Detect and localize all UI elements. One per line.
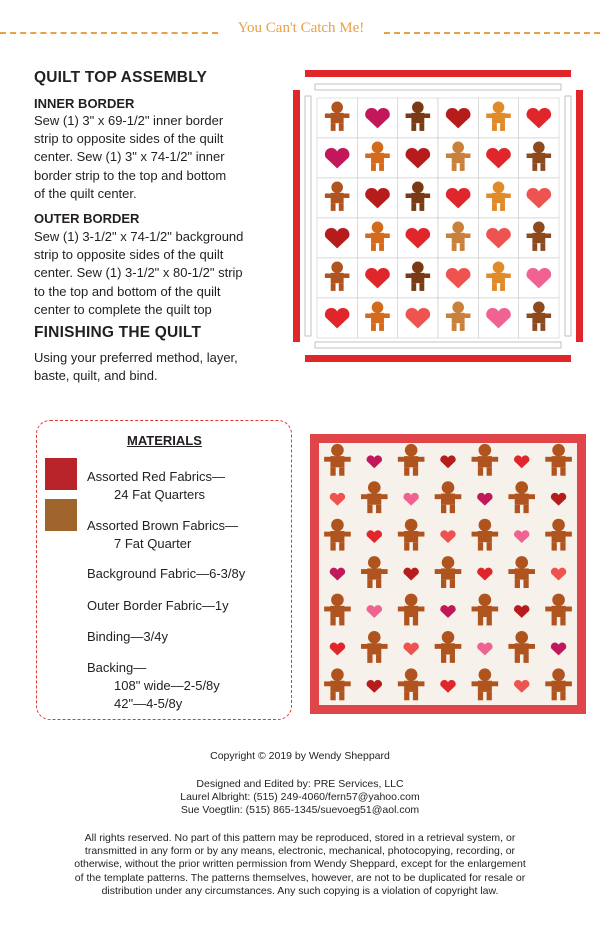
text-line: of the quilt center. xyxy=(34,185,137,201)
gingerbread-leg xyxy=(460,323,465,331)
gingerbread-head xyxy=(479,594,492,607)
page-header xyxy=(0,18,600,48)
material-line: Binding—3/4y xyxy=(87,629,168,644)
gingerbread-leg xyxy=(339,692,344,700)
gingerbread-head xyxy=(479,519,492,532)
gingerbread-arms xyxy=(406,273,431,278)
gingerbread-arms xyxy=(486,113,511,118)
gingerbread-leg xyxy=(413,467,418,475)
gingerbread-leg xyxy=(450,580,455,588)
outer-border-strip-top xyxy=(305,70,571,77)
gingerbread-leg xyxy=(339,467,344,475)
materials-box xyxy=(36,420,292,720)
text-line: center. Sew (1) 3" x 74-1/2" inner xyxy=(34,149,225,165)
gingerbread-leg xyxy=(500,123,505,131)
gingerbread-head xyxy=(552,594,565,607)
rights-line: of the template patterns. The patterns themselves, however, are not to be duplicated for resale or xyxy=(74,871,526,884)
gingerbread-leg xyxy=(478,542,483,550)
page-header-title: You Can't Catch Me! xyxy=(237,20,365,36)
text-line: center to complete the quilt top xyxy=(34,301,212,317)
gingerbread-arms xyxy=(365,233,390,238)
inner-border-strip-right xyxy=(565,96,571,336)
gingerbread-arms xyxy=(527,153,552,158)
gingerbread-head xyxy=(372,302,384,314)
gingerbread-leg xyxy=(441,505,446,513)
gingerbread-head xyxy=(405,668,418,681)
gingerbread-leg xyxy=(492,283,497,291)
gingerbread-arms xyxy=(324,681,351,686)
material-line: 42"—4-5/8y xyxy=(114,696,183,711)
gingerbread-leg xyxy=(339,542,344,550)
gingerbread-head xyxy=(515,631,528,644)
gingerbread-leg xyxy=(552,467,557,475)
gingerbread-head xyxy=(405,594,418,607)
gingerbread-leg xyxy=(339,123,344,131)
gingerbread-leg xyxy=(560,542,565,550)
gingerbread-leg xyxy=(411,283,416,291)
gingerbread-leg xyxy=(404,467,409,475)
header-dash-left xyxy=(0,32,218,34)
gingerbread-leg xyxy=(404,692,409,700)
gingerbread-leg xyxy=(441,580,446,588)
material-item-outer-border xyxy=(87,597,229,615)
gingerbread-head xyxy=(533,142,545,154)
gingerbread-arms xyxy=(446,313,471,318)
gingerbread-leg xyxy=(367,654,372,662)
gingerbread-leg xyxy=(331,283,336,291)
gingerbread-leg xyxy=(523,654,528,662)
gingerbread-arms xyxy=(472,532,499,537)
gingerbread-leg xyxy=(540,163,545,171)
gingerbread-head xyxy=(533,302,545,314)
gingerbread-leg xyxy=(487,617,492,625)
gingerbread-head xyxy=(452,142,464,154)
material-item-background xyxy=(87,565,245,583)
material-item-brown xyxy=(87,517,238,553)
outer-border-strip-left xyxy=(293,90,300,342)
gingerbread-leg xyxy=(376,654,381,662)
gingerbread-arms xyxy=(435,569,462,574)
gingerbread-leg xyxy=(450,654,455,662)
material-line: Outer Border Fabric—1y xyxy=(87,598,229,613)
red-fabric-swatch xyxy=(45,458,77,490)
gingerbread-arms xyxy=(324,457,351,462)
gingerbread-head xyxy=(533,222,545,234)
gingerbread-leg xyxy=(532,243,537,251)
gingerbread-head xyxy=(442,631,455,644)
gingerbread-head xyxy=(515,556,528,569)
outer-border-strip-right xyxy=(576,90,583,342)
gingerbread-arms xyxy=(324,607,351,612)
gingerbread-leg xyxy=(339,283,344,291)
gingerbread-leg xyxy=(330,617,335,625)
material-item-backing xyxy=(87,659,220,713)
gingerbread-arms xyxy=(527,313,552,318)
gingerbread-leg xyxy=(487,542,492,550)
gingerbread-head xyxy=(331,102,343,114)
gingerbread-leg xyxy=(379,163,384,171)
gingerbread-arms xyxy=(472,681,499,686)
brown-fabric-swatch xyxy=(45,499,77,531)
gingerbread-head xyxy=(493,262,505,274)
gingerbread-leg xyxy=(376,580,381,588)
gingerbread-leg xyxy=(413,617,418,625)
gingerbread-arms xyxy=(406,113,431,118)
gingerbread-leg xyxy=(413,692,418,700)
gingerbread-leg xyxy=(515,505,520,513)
quilt-photo xyxy=(310,434,586,714)
gingerbread-leg xyxy=(419,123,424,131)
gingerbread-arms xyxy=(486,193,511,198)
gingerbread-leg xyxy=(379,243,384,251)
outer-border-heading: OUTER BORDER xyxy=(34,211,140,226)
material-line: Assorted Red Fabrics— xyxy=(87,469,225,484)
gingerbread-leg xyxy=(460,243,465,251)
assembly-heading: QUILT TOP ASSEMBLY xyxy=(34,69,207,86)
gingerbread-head xyxy=(331,668,344,681)
gingerbread-arms xyxy=(398,681,425,686)
rights-line: otherwise, without the prior written permission from Wendy Sheppard, except for the enlargement xyxy=(74,858,526,871)
gingerbread-head xyxy=(452,302,464,314)
text-line: baste, quilt, and bind. xyxy=(34,368,158,384)
gingerbread-arms xyxy=(508,569,535,574)
gingerbread-leg xyxy=(331,203,336,211)
inner-border-heading: INNER BORDER xyxy=(34,96,135,111)
gingerbread-head xyxy=(493,182,505,194)
inner-border-text xyxy=(34,112,284,203)
gingerbread-leg xyxy=(411,203,416,211)
gingerbread-leg xyxy=(500,203,505,211)
outer-border-strip-bottom xyxy=(305,355,571,362)
gingerbread-arms xyxy=(508,644,535,649)
gingerbread-arms xyxy=(361,569,388,574)
gingerbread-arms xyxy=(325,113,350,118)
material-line: Assorted Brown Fabrics— xyxy=(87,518,238,533)
gingerbread-leg xyxy=(532,323,537,331)
gingerbread-head xyxy=(412,182,424,194)
gingerbread-head xyxy=(552,519,565,532)
gingerbread-head xyxy=(331,519,344,532)
gingerbread-arms xyxy=(472,607,499,612)
gingerbread-arms xyxy=(435,494,462,499)
gingerbread-arms xyxy=(545,681,572,686)
text-line: strip to opposite sides of the quilt xyxy=(34,131,224,147)
text-line: Sew (1) 3" x 69-1/2" inner border xyxy=(34,113,224,128)
gingerbread-leg xyxy=(379,323,384,331)
rights-notice xyxy=(0,832,600,898)
gingerbread-leg xyxy=(478,692,483,700)
header-dash-right xyxy=(384,32,600,34)
inner-border-strip-left xyxy=(305,96,311,336)
gingerbread-arms xyxy=(398,532,425,537)
finishing-heading: FINISHING THE QUILT xyxy=(34,324,202,341)
gingerbread-head xyxy=(442,481,455,494)
gingerbread-arms xyxy=(486,273,511,278)
gingerbread-arms xyxy=(361,644,388,649)
gingerbread-leg xyxy=(560,617,565,625)
gingerbread-leg xyxy=(339,203,344,211)
gingerbread-leg xyxy=(515,580,520,588)
gingerbread-leg xyxy=(540,243,545,251)
text-line: strip to opposite sides of the quilt xyxy=(34,247,224,263)
gingerbread-head xyxy=(552,668,565,681)
copyright-line: Copyright © 2019 by Wendy Sheppard xyxy=(210,750,390,762)
gingerbread-head xyxy=(412,102,424,114)
gingerbread-leg xyxy=(367,505,372,513)
gingerbread-leg xyxy=(492,123,497,131)
gingerbread-arms xyxy=(527,233,552,238)
gingerbread-leg xyxy=(460,163,465,171)
gingerbread-arms xyxy=(545,532,572,537)
quilt-center-blocks xyxy=(317,98,559,338)
gingerbread-head xyxy=(331,262,343,274)
gingerbread-leg xyxy=(515,654,520,662)
rights-line: All rights reserved. No part of this pattern may be reproduced, stored in a retrieval system, or xyxy=(84,832,516,844)
gingerbread-arms xyxy=(325,273,350,278)
credit-line: Designed and Edited by: PRE Services, LLC xyxy=(196,778,404,790)
gingerbread-head xyxy=(368,556,381,569)
gingerbread-leg xyxy=(419,203,424,211)
gingerbread-leg xyxy=(371,163,376,171)
gingerbread-head xyxy=(368,481,381,494)
gingerbread-leg xyxy=(371,323,376,331)
material-line: Background Fabric—6-3/8y xyxy=(87,566,246,581)
gingerbread-arms xyxy=(446,233,471,238)
gingerbread-leg xyxy=(487,467,492,475)
text-line: center. Sew (1) 3-1/2" x 80-1/2" strip xyxy=(34,265,243,281)
gingerbread-leg xyxy=(371,243,376,251)
gingerbread-head xyxy=(405,444,418,457)
gingerbread-leg xyxy=(540,323,545,331)
material-line: Backing— xyxy=(87,660,147,675)
gingerbread-leg xyxy=(500,283,505,291)
text-line: Sew (1) 3-1/2" x 74-1/2" background xyxy=(34,229,244,244)
gingerbread-head xyxy=(331,444,344,457)
gingerbread-arms xyxy=(508,494,535,499)
outer-border-text xyxy=(34,228,284,319)
gingerbread-arms xyxy=(545,457,572,462)
gingerbread-head xyxy=(479,444,492,457)
gingerbread-head xyxy=(493,102,505,114)
inner-border-strip-bottom xyxy=(315,342,561,348)
quilt-assembly-diagram xyxy=(293,70,583,362)
gingerbread-arms xyxy=(324,532,351,537)
gingerbread-leg xyxy=(339,617,344,625)
text-line: Using your preferred method, layer, xyxy=(34,350,238,365)
gingerbread-leg xyxy=(404,542,409,550)
materials-title: MATERIALS xyxy=(127,433,202,448)
gingerbread-leg xyxy=(478,617,483,625)
gingerbread-leg xyxy=(450,505,455,513)
inner-border-strip-top xyxy=(315,84,561,90)
gingerbread-arms xyxy=(406,193,431,198)
gingerbread-head xyxy=(331,182,343,194)
material-line: 7 Fat Quarter xyxy=(114,536,192,551)
gingerbread-arms xyxy=(435,644,462,649)
finishing-text xyxy=(34,349,284,385)
gingerbread-arms xyxy=(361,494,388,499)
gingerbread-arms xyxy=(446,153,471,158)
gingerbread-arms xyxy=(365,153,390,158)
gingerbread-arms xyxy=(398,457,425,462)
gingerbread-head xyxy=(412,262,424,274)
credit-line: Laurel Albright: (515) 249-4060/fern57@yahoo.com xyxy=(180,791,420,804)
text-line: border strip to the top and bottom xyxy=(34,167,227,183)
gingerbread-arms xyxy=(365,313,390,318)
material-line: 108" wide—2-5/8y xyxy=(114,678,220,693)
gingerbread-leg xyxy=(560,692,565,700)
gingerbread-leg xyxy=(552,542,557,550)
gingerbread-leg xyxy=(478,467,483,475)
gingerbread-leg xyxy=(419,283,424,291)
gingerbread-leg xyxy=(367,580,372,588)
gingerbread-leg xyxy=(331,123,336,131)
gingerbread-leg xyxy=(552,617,557,625)
text-line: to the top and bottom of the quilt xyxy=(34,283,221,299)
material-item-binding xyxy=(87,628,168,646)
gingerbread-leg xyxy=(441,654,446,662)
gingerbread-leg xyxy=(523,580,528,588)
gingerbread-arms xyxy=(398,607,425,612)
gingerbread-leg xyxy=(492,203,497,211)
gingerbread-head xyxy=(479,668,492,681)
gingerbread-leg xyxy=(452,163,457,171)
gingerbread-leg xyxy=(552,692,557,700)
gingerbread-leg xyxy=(404,617,409,625)
gingerbread-arms xyxy=(325,193,350,198)
gingerbread-head xyxy=(405,519,418,532)
gingerbread-head xyxy=(368,631,381,644)
credit-line: Sue Voegtlin: (515) 865-1345/suevoeg51@aol.com xyxy=(180,804,420,817)
gingerbread-leg xyxy=(487,692,492,700)
gingerbread-head xyxy=(372,142,384,154)
gingerbread-leg xyxy=(411,123,416,131)
gingerbread-leg xyxy=(560,467,565,475)
gingerbread-leg xyxy=(330,692,335,700)
gingerbread-leg xyxy=(330,467,335,475)
gingerbread-leg xyxy=(523,505,528,513)
gingerbread-leg xyxy=(330,542,335,550)
gingerbread-head xyxy=(331,594,344,607)
gingerbread-head xyxy=(552,444,565,457)
gingerbread-leg xyxy=(376,505,381,513)
gingerbread-leg xyxy=(452,243,457,251)
designer-credits xyxy=(0,778,600,818)
rights-line: distribution under any circumstances. Any such copying is a violation of copyright law. xyxy=(101,884,499,897)
gingerbread-leg xyxy=(413,542,418,550)
gingerbread-leg xyxy=(452,323,457,331)
gingerbread-head xyxy=(442,556,455,569)
material-item-red xyxy=(87,468,225,504)
gingerbread-leg xyxy=(532,163,537,171)
gingerbread-arms xyxy=(472,457,499,462)
material-line: 24 Fat Quarters xyxy=(114,487,206,502)
gingerbread-arms xyxy=(545,607,572,612)
gingerbread-head xyxy=(452,222,464,234)
gingerbread-head xyxy=(372,222,384,234)
rights-line: transmitted in any form or by any means, electronic, mechanical, photocopying, recording, or xyxy=(84,845,516,858)
gingerbread-head xyxy=(515,481,528,494)
